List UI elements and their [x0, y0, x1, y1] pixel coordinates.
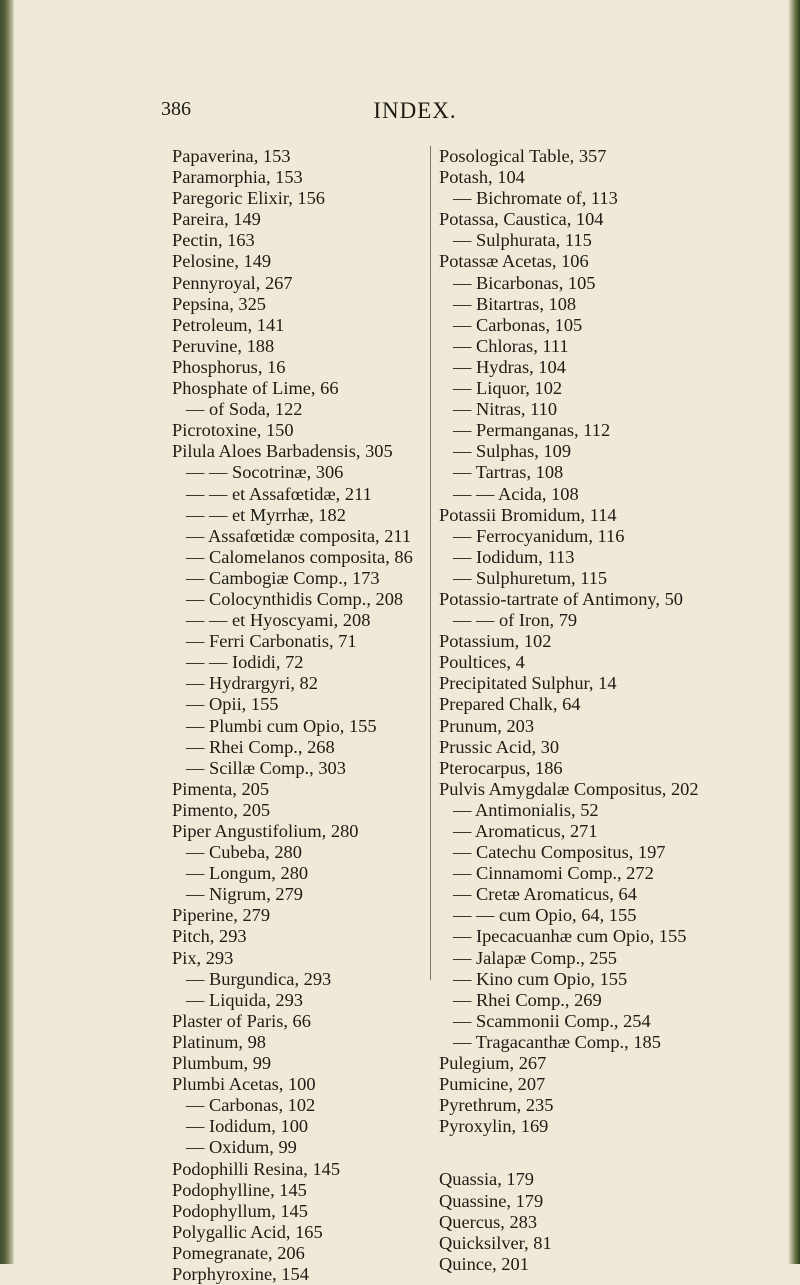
index-entry: Pyroxylin, 169: [439, 1116, 549, 1137]
index-entry: — Nitras, 110: [453, 399, 558, 420]
index-entry: Plaster of Paris, 66: [172, 1010, 311, 1031]
index-entry: Potash, 104: [439, 167, 525, 188]
index-entry: Pimenta, 205: [172, 778, 270, 799]
index-entry: — Cambogiæ Comp., 173: [186, 567, 380, 588]
index-entry: Pilula Aloes Barbadensis, 305: [172, 441, 393, 462]
index-entry: — Assafœtidæ composita, 211: [186, 525, 412, 546]
index-entry: Potassa, Caustica, 104: [439, 209, 604, 230]
index-entry: Porphyroxine, 154: [172, 1263, 309, 1284]
index-entry: — Colocynthidis Comp., 208: [186, 588, 404, 609]
index-entry: Posological Table, 357: [439, 146, 607, 166]
index-entry: — Carbonas, 102: [186, 1095, 316, 1116]
index-entry: Quicksilver, 81: [439, 1232, 552, 1253]
index-entry: — Scammonii Comp., 254: [453, 1010, 651, 1031]
index-entry: — Jalapæ Comp., 255: [453, 947, 617, 968]
index-entry: — — of Iron, 79: [453, 610, 578, 631]
index-entry: Potassium, 102: [439, 631, 552, 652]
index-entry: — Kino cum Opio, 155: [453, 968, 628, 989]
index-entry: Papaverina, 153: [172, 146, 291, 166]
index-entry: Pitch, 293: [172, 926, 247, 947]
index-entry: Podophyllum, 145: [172, 1200, 308, 1221]
index-entry: Quassia, 179: [439, 1169, 535, 1190]
index-entry: Poultices, 4: [439, 652, 525, 673]
index-entry: — Sulphurata, 115: [453, 230, 592, 251]
index-entry: — — et Hyoscyami, 208: [186, 610, 371, 631]
index-entry: Pareira, 149: [172, 209, 261, 230]
index-entry: Pimento, 205: [172, 799, 271, 820]
index-entry: Potassio-tartrate of Antimony, 50: [439, 588, 683, 609]
index-entry: Picrotoxine, 150: [172, 420, 294, 441]
index-entry: — Calomelanos composita, 86: [186, 546, 413, 567]
index-entry: — Oxidum, 99: [186, 1137, 297, 1158]
index-entry: Pterocarpus, 186: [439, 757, 563, 778]
index-entry: — Antimonialis, 52: [453, 799, 599, 820]
index-entry: Pennyroyal, 267: [172, 272, 293, 293]
index-entry: Pelosine, 149: [172, 251, 272, 272]
index-entry: — Catechu Compositus, 197: [453, 842, 666, 863]
index-entry: Prussic Acid, 30: [439, 736, 560, 757]
index-entry: Pumicine, 207: [439, 1074, 546, 1095]
index-entry: — — et Assafœtidæ, 211: [186, 483, 372, 504]
index-entry: Podophylline, 145: [172, 1179, 307, 1200]
page-header: [0, 98, 800, 128]
index-entry: — Bichromate of, 113: [453, 188, 618, 209]
index-entry: — — Socotrinæ, 306: [186, 462, 344, 483]
index-entry: — Nigrum, 279: [186, 884, 303, 905]
index-entry: Prepared Chalk, 64: [439, 694, 581, 715]
index-entry: — Carbonas, 105: [453, 314, 583, 335]
index-entry: — Cretæ Aromaticus, 64: [453, 884, 637, 905]
index-entry: Phosphate of Lime, 66: [172, 378, 339, 399]
index-entry: Quassine, 179: [439, 1190, 544, 1211]
page-binding-edge: [0, 0, 14, 1264]
index-entry: — Cubeba, 280: [186, 842, 302, 863]
page-number: 386: [161, 98, 191, 120]
index-entry: Quince, 201: [439, 1253, 529, 1274]
index-entry: — Iodidum, 100: [186, 1116, 309, 1137]
index-entry: Pyrethrum, 235: [439, 1095, 554, 1116]
index-entry: Petroleum, 141: [172, 314, 285, 335]
index-entry: — Burgundica, 293: [186, 968, 332, 989]
index-entry: — Ferri Carbonatis, 71: [186, 631, 357, 652]
index-entry: Pulvis Amygdalæ Compositus, 202: [439, 778, 699, 799]
index-entry: Plumbi Acetas, 100: [172, 1074, 316, 1095]
section-gap: [439, 1137, 769, 1169]
index-entry: — Permanganas, 112: [453, 420, 611, 441]
index-entry: — Cinnamomi Comp., 272: [453, 863, 654, 884]
index-entry: — Iodidum, 113: [453, 546, 575, 567]
index-entry: Platinum, 98: [172, 1031, 267, 1052]
index-entry: Piperine, 279: [172, 905, 271, 926]
index-entry: — Aromaticus, 271: [453, 821, 598, 841]
index-entry: Paregoric Elixir, 156: [172, 188, 325, 209]
index-entry: Prunum, 203: [439, 715, 535, 736]
index-entry: — Liquor, 102: [453, 378, 563, 399]
index-entry: Peruvine, 188: [172, 335, 275, 356]
index-entry: — Ferrocyanidum, 116: [453, 525, 625, 546]
index-entry: — — Iodidi, 72: [186, 652, 304, 673]
index-entry: — Longum, 280: [186, 863, 309, 884]
index-entry: Podophilli Resina, 145: [172, 1158, 341, 1179]
index-entry: Pomegranate, 206: [172, 1242, 305, 1263]
column-divider: [430, 146, 431, 980]
index-entry: Plumbum, 99: [172, 1053, 272, 1074]
index-entry: Pepsina, 325: [172, 293, 266, 314]
index-entry: Piper Angustifolium, 280: [172, 821, 359, 841]
index-entry: Precipitated Sulphur, 14: [439, 673, 617, 694]
index-entry: — Tragacanthæ Comp., 185: [453, 1031, 661, 1052]
index-entry: — of Soda, 122: [186, 399, 303, 420]
index-entry: Pulegium, 267: [439, 1053, 547, 1074]
index-entry: — Rhei Comp., 268: [186, 736, 335, 757]
index-entry: — — Acida, 108: [453, 483, 579, 504]
index-entry: Polygallic Acid, 165: [172, 1221, 323, 1242]
running-head-title: INDEX.: [373, 98, 457, 123]
index-entry: Potassii Bromidum, 114: [439, 504, 617, 525]
index-entry: — Sulphas, 109: [453, 441, 572, 462]
index-entry: — — et Myrrhæ, 182: [186, 504, 346, 525]
index-entry: — Tartras, 108: [453, 462, 564, 483]
index-entry: — Sulphuretum, 115: [453, 567, 608, 588]
index-entry: — Bitartras, 108: [453, 293, 577, 314]
index-entry: — Hydrargyri, 82: [186, 673, 318, 694]
index-entry: — Rhei Comp., 269: [453, 989, 602, 1010]
index-entry: Paramorphia, 153: [172, 167, 303, 188]
index-entry: — Scillæ Comp., 303: [186, 757, 346, 778]
index-entry: Phosphorus, 16: [172, 356, 286, 377]
page-outer-edge: [788, 0, 800, 1264]
index-entry: — — cum Opio, 64, 155: [453, 905, 637, 926]
index-entry: — Plumbi cum Opio, 155: [186, 715, 377, 736]
index-entry: — Chloras, 111: [453, 335, 569, 356]
index-entry: — Opii, 155: [186, 694, 279, 715]
index-column-right: [439, 146, 769, 1275]
index-entry: Quercus, 283: [439, 1211, 538, 1232]
index-entry: — Ipecacuanhæ cum Opio, 155: [453, 926, 687, 947]
index-entry: — Hydras, 104: [453, 356, 566, 377]
index-entry: Potassæ Acetas, 106: [439, 251, 589, 272]
index-entry: Pix, 293: [172, 947, 234, 968]
index-entry: — Liquida, 293: [186, 989, 303, 1010]
index-entry: — Bicarbonas, 105: [453, 272, 596, 293]
index-entry: Pectin, 163: [172, 230, 255, 251]
index-column-left: [172, 146, 428, 1285]
